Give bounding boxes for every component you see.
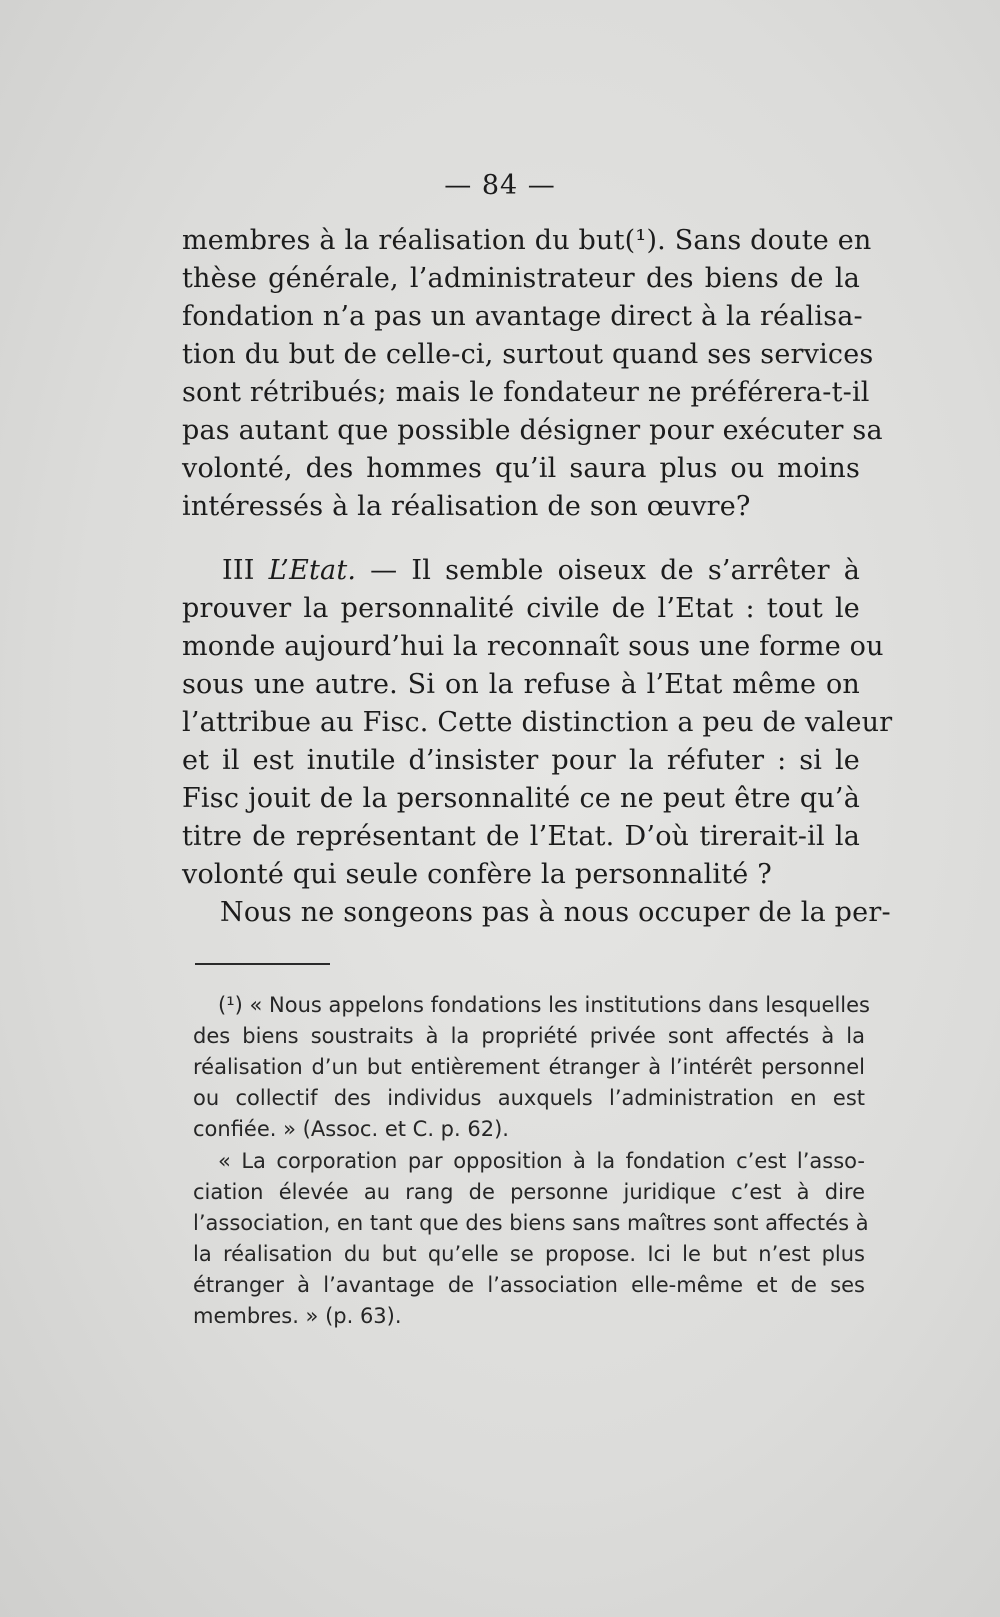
body-line: et il est inutile d’insister pour la réfuter : si le bbox=[182, 745, 860, 776]
section-number: III bbox=[222, 555, 255, 586]
section-heading-line bbox=[222, 552, 860, 590]
body-line: sont rétribués; mais le fondateur ne préférera-t-il bbox=[182, 377, 870, 408]
footnote-line: ou collectif des individus auxquels l’administration en est bbox=[193, 1086, 865, 1110]
body-line: volonté, des hommes qu’il saura plus ou moins bbox=[182, 453, 860, 484]
footnote-line: la réalisation du but qu’elle se propose. Ici le but n’est plus bbox=[193, 1242, 865, 1266]
body-line: membres à la réalisation du but(¹). Sans doute en bbox=[182, 225, 872, 256]
section-title: L’Etat. bbox=[268, 555, 357, 586]
body-line: volonté qui seule confère la personnalité ? bbox=[182, 859, 772, 890]
footnote-text: « Nous appelons fondations les institutions dans lesquelles bbox=[249, 993, 870, 1017]
body-line: thèse générale, l’administrateur des biens de la bbox=[182, 263, 860, 294]
footnote-line: ciation élevée au rang de personne juridique c’est à dire bbox=[193, 1180, 865, 1204]
footnote-line: réalisation d’un but entièrement étranger à l’intérêt personnel bbox=[193, 1055, 865, 1079]
footnote-line: confiée. » (Assoc. et C. p. 62). bbox=[193, 1117, 509, 1141]
body-line: tion du but de celle-ci, surtout quand ses services bbox=[182, 339, 874, 370]
footnote-line: des biens soustraits à la propriété privée sont affectés à la bbox=[193, 1024, 865, 1048]
body-line: pas autant que possible désigner pour exécuter sa bbox=[182, 415, 883, 446]
body-line: sous une autre. Si on la refuse à l’Etat même on bbox=[182, 669, 860, 700]
body-line: monde aujourd’hui la reconnaît sous une forme ou bbox=[182, 631, 884, 662]
body-line: Nous ne songeons pas à nous occuper de la per- bbox=[220, 897, 891, 928]
footnote-line: étranger à l’avantage de l’association elle-même et de ses bbox=[193, 1273, 865, 1297]
body-line: titre de représentant de l’Etat. D’où tirerait-il la bbox=[182, 821, 860, 852]
body-line: Fisc jouit de la personnalité ce ne peut être qu’à bbox=[182, 783, 860, 814]
page-number: — 84 — bbox=[444, 170, 556, 201]
section-first-line: — Il semble oiseux de s’arrêter à bbox=[370, 555, 860, 586]
body-line: fondation n’a pas un avantage direct à la réalisa- bbox=[182, 301, 863, 332]
footnote-line: « La corporation par opposition à la fondation c’est l’asso- bbox=[218, 1149, 865, 1173]
footnote-marker: (¹) bbox=[218, 993, 243, 1017]
footnote-line: membres. » (p. 63). bbox=[193, 1304, 402, 1328]
footnote-line: l’association, en tant que des biens sans maîtres sont affectés à bbox=[193, 1211, 869, 1235]
body-line: l’attribue au Fisc. Cette distinction a peu de valeur bbox=[182, 707, 893, 738]
footnote-line bbox=[218, 990, 870, 1021]
body-line: intéressés à la réalisation de son œuvre? bbox=[182, 491, 751, 522]
footnote-separator bbox=[195, 963, 330, 965]
body-line: prouver la personnalité civile de l’Etat : tout le bbox=[182, 593, 860, 624]
